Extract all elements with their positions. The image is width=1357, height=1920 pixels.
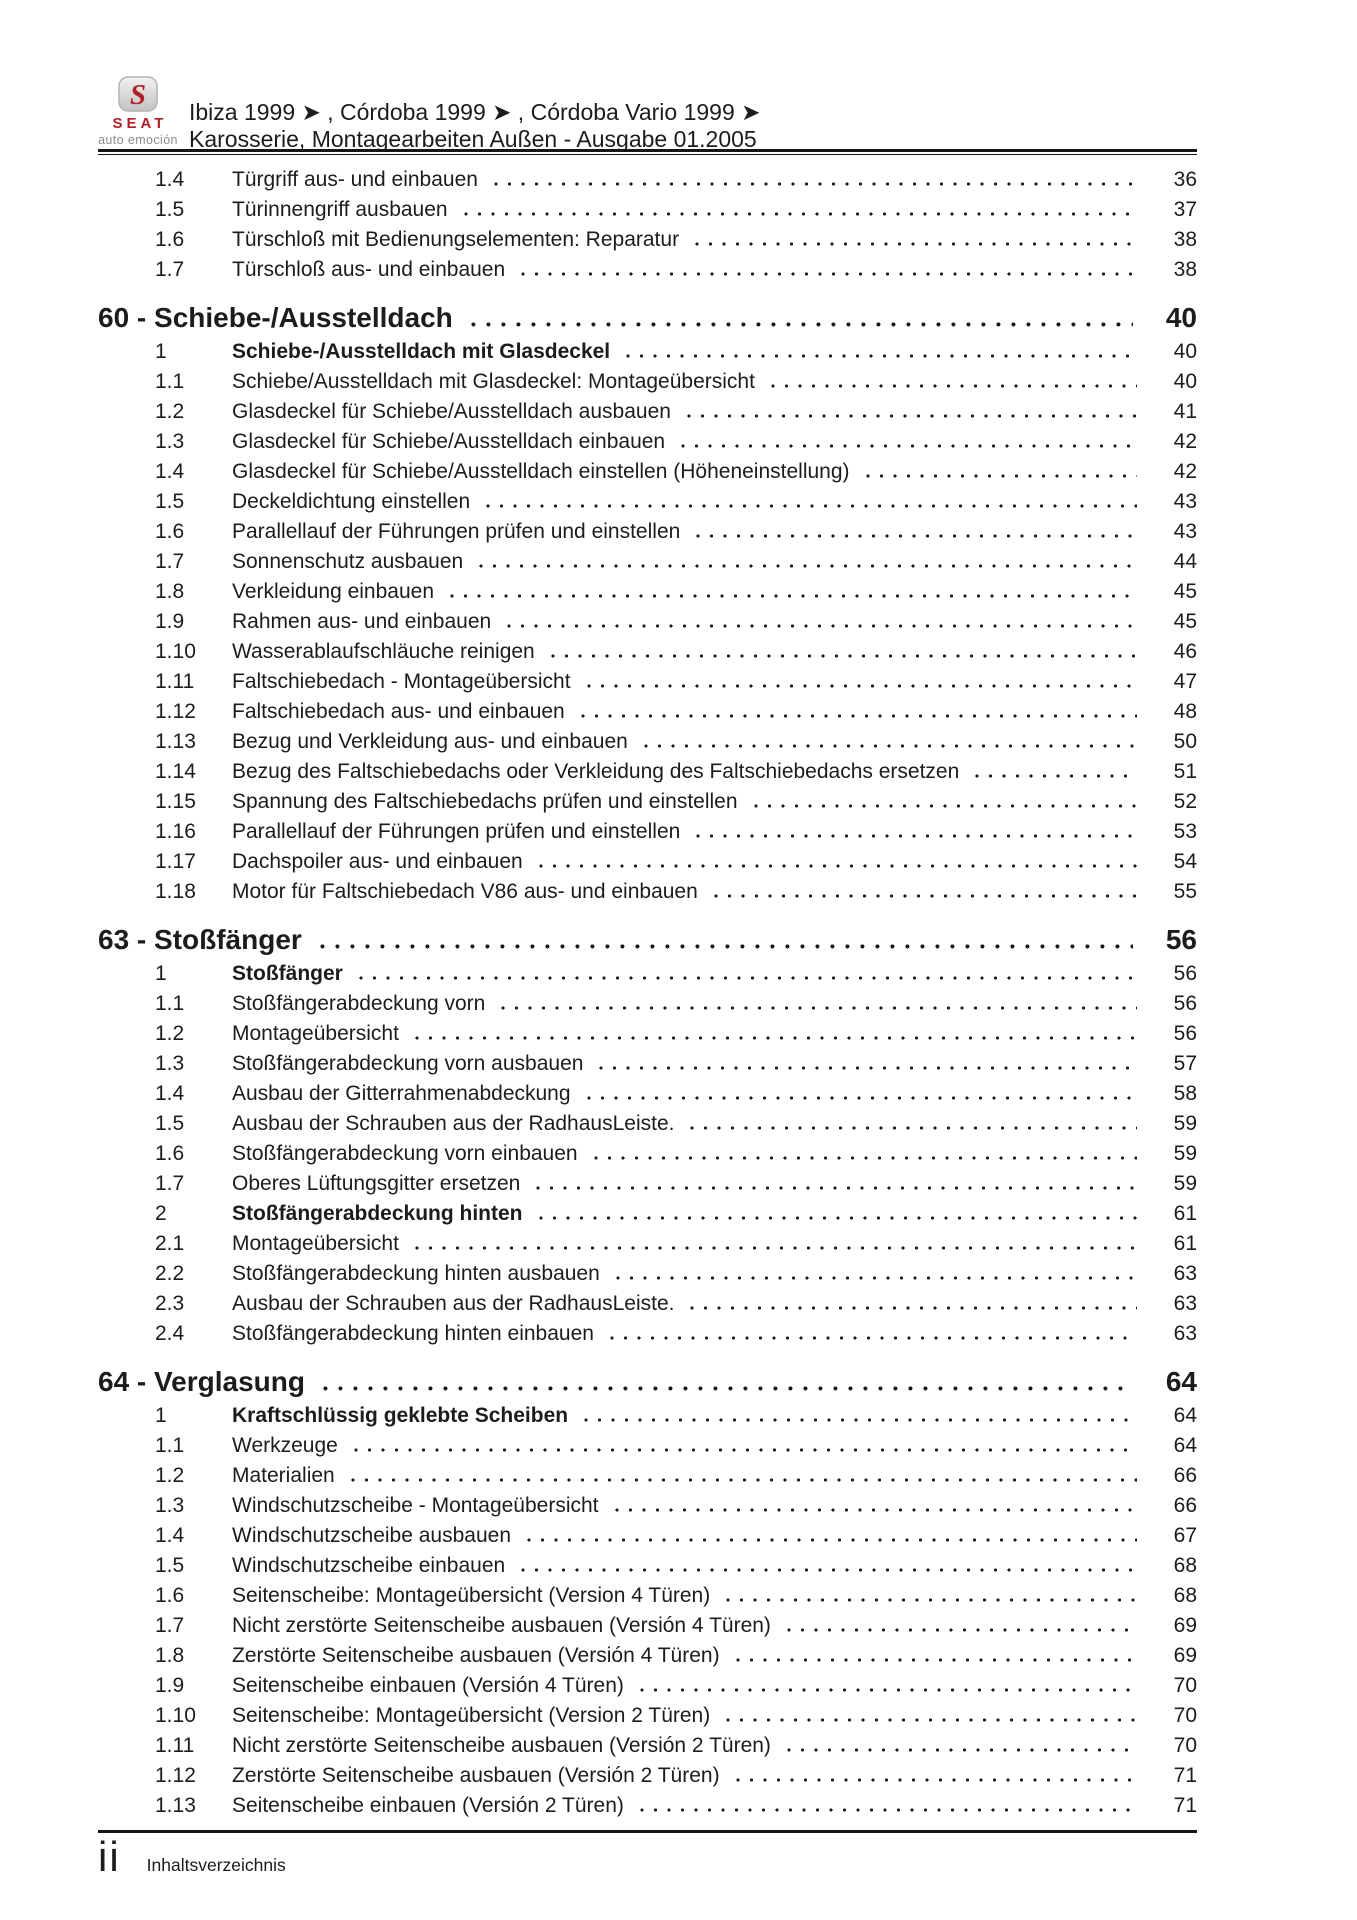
toc-entry-number: 1.6 [155,520,185,543]
svg-text:S: S [129,79,147,111]
toc-entry-title: Glasdeckel für Schiebe/Ausstelldach ausbauen [232,400,671,423]
toc-entry-title: Windschutzscheibe - Montageübersicht [232,1494,599,1517]
toc-entry-title: Schiebe-/Ausstelldach mit Glasdeckel [232,340,611,363]
toc-leader-dots [581,714,1137,718]
toc-entry-title: Seitenscheibe: Montageübersicht (Version 2 Türen) [232,1704,711,1727]
toc-entry-page: 44 [1173,550,1197,573]
toc-entry [98,1554,1197,1584]
toc-leader-dots [486,504,1137,508]
toc-entry-number: 1.15 [155,790,196,813]
toc-entry [98,1464,1197,1494]
toc-entry [98,1764,1197,1794]
toc-entry-title: Seitenscheibe: Montageübersicht (Version 4 Türen) [232,1584,711,1607]
toc-entry-page: 70 [1173,1704,1197,1727]
toc-leader-dots [584,1418,1137,1422]
toc-entry [98,880,1197,910]
toc-entry [98,640,1197,670]
toc-entry-number: 1.17 [155,850,196,873]
toc-leader-dots [610,1336,1137,1340]
toc-entry-number: 1.8 [155,1644,185,1667]
toc-entry [98,1794,1197,1824]
toc-leader-dots [616,1276,1137,1280]
toc-entry-title: Stoßfänger [232,962,343,985]
toc-entry-title: Bezug des Faltschiebedachs oder Verkleidung des Faltschiebedachs ersetzen [232,760,960,783]
toc-entry-page: 40 [1173,370,1197,393]
header-text [189,99,760,152]
toc-entry-page: 38 [1173,258,1197,281]
toc-entry-title: Motor für Faltschiebedach V86 aus- und einbauen [232,880,698,903]
toc-entry [98,610,1197,640]
toc-entry-title: Schiebe/Ausstelldach mit Glasdeckel: Montageübersicht [232,370,755,393]
toc-entry [98,430,1197,460]
toc-entry [98,1142,1197,1172]
toc-entry [98,1232,1197,1262]
toc-entry-page: 45 [1173,580,1197,603]
toc-entry-page: 55 [1173,880,1197,903]
toc-entry-number: 1.4 [155,1082,185,1105]
toc-leader-dots [479,564,1137,568]
toc-entry [98,730,1197,760]
seat-tagline: auto emoción [98,133,178,147]
toc-entry-page: 69 [1173,1614,1197,1637]
toc-entry-number: 1.4 [155,168,185,191]
toc-entry [98,550,1197,580]
toc-entry [98,1494,1197,1524]
toc-entry-title: Seitenscheibe einbauen (Versión 4 Türen) [232,1674,624,1697]
toc-entry-title: Nicht zerstörte Seitenscheibe ausbauen (Versión 4 Türen) [232,1614,771,1637]
toc-entry [98,670,1197,700]
toc-entry-page: 64 [1173,1404,1197,1427]
toc-entry [98,1172,1197,1202]
toc-entry [98,1262,1197,1292]
toc-entry-number: 1.5 [155,490,185,513]
header-models-line: Ibiza 1999 ➤ , Córdoba 1999 ➤ , Córdoba Vario 1999 ➤ [189,99,761,125]
table-of-contents [98,168,1197,1824]
toc-leader-dots [320,944,1133,949]
toc-entry-title: Stoßfängerabdeckung vorn ausbauen [232,1052,584,1075]
toc-entry-number: 1.18 [155,880,196,903]
toc-entry-title: Montageübersicht [232,1232,399,1255]
toc-entry-title: Stoßfängerabdeckung hinten einbauen [232,1322,594,1345]
toc-leader-dots [494,182,1137,186]
toc-entry-page: 63 [1173,1322,1197,1345]
toc-entry-title: Sonnenschutz ausbauen [232,550,464,573]
header-subtitle-line: Karosserie, Montagearbeiten Außen - Ausgabe 01.2005 [189,125,757,152]
toc-leader-dots [866,474,1137,478]
toc-entry-page: 67 [1173,1524,1197,1547]
toc-entry-page: 57 [1173,1052,1197,1075]
toc-section-header [98,924,1197,956]
toc-leader-dots [527,1538,1137,1542]
toc-entry [98,1644,1197,1674]
toc-entry [98,1082,1197,1112]
toc-entry-page: 61 [1173,1202,1197,1225]
toc-entry-page: 59 [1173,1172,1197,1195]
toc-entry-number: 1.8 [155,580,185,603]
toc-entry-title: Montageübersicht [232,1022,399,1045]
toc-entry-title: Zerstörte Seitenscheibe ausbauen (Versión 2 Türen) [232,1764,720,1787]
toc-entry-page: 61 [1173,1232,1197,1255]
toc-entry [98,340,1197,370]
seat-logo-icon [118,76,158,112]
toc-entry-page: 68 [1173,1584,1197,1607]
toc-entry-number: 1.4 [155,1524,185,1547]
toc-entry-title: Nicht zerstörte Seitenscheibe ausbauen (Versión 2 Türen) [232,1734,771,1757]
toc-entry-title: Deckeldichtung einstellen [232,490,471,513]
toc-entry [98,962,1197,992]
toc-entry-page: 42 [1173,460,1197,483]
toc-entry-page: 56 [1173,1022,1197,1045]
toc-entry-page: 54 [1173,850,1197,873]
toc-entry [98,1524,1197,1554]
toc-leader-dots [587,684,1137,688]
toc-leader-dots [690,1306,1137,1310]
toc-entry-page: 63 [1173,1292,1197,1315]
toc-entry [98,1202,1197,1232]
toc-entry-number: 1 [155,340,167,363]
toc-entry-number: 1.6 [155,228,185,251]
toc-entry [98,1322,1197,1352]
toc-entry-page: 43 [1173,520,1197,543]
toc-entry-number: 1.2 [155,1022,185,1045]
toc-leader-dots [594,1156,1137,1160]
toc-entry [98,580,1197,610]
toc-leader-dots [501,1006,1137,1010]
toc-leader-dots [354,1448,1137,1452]
toc-entry-number: 1.4 [155,460,185,483]
toc-leader-dots [644,744,1137,748]
toc-leader-dots [359,976,1137,980]
toc-leader-dots [599,1066,1137,1070]
toc-entry-title: Rahmen aus- und einbauen [232,610,492,633]
toc-entry [98,1404,1197,1434]
toc-entry [98,1584,1197,1614]
toc-entry-page: 38 [1173,228,1197,251]
toc-entry-number: 1.5 [155,1554,185,1577]
toc-entry-number: 1.3 [155,1494,185,1517]
toc-leader-dots [450,594,1137,598]
toc-leader-dots [736,1778,1137,1782]
toc-leader-dots [415,1036,1137,1040]
toc-entry-number: 1.3 [155,430,185,453]
seat-logo [97,76,179,147]
toc-entry [98,1614,1197,1644]
seat-wordmark: SEAT [112,115,168,132]
toc-leader-dots [787,1628,1137,1632]
toc-entry [98,1052,1197,1082]
toc-entry-number: 1.2 [155,400,185,423]
toc-entry-page: 71 [1173,1794,1197,1817]
toc-leader-dots [507,624,1137,628]
toc-entry-number: 1.5 [155,1112,185,1135]
toc-entry-title: Glasdeckel für Schiebe/Ausstelldach einstellen (Höheneinstellung) [232,460,850,483]
toc-leader-dots [690,1126,1137,1130]
toc-leader-dots [754,804,1137,808]
toc-leader-dots [696,534,1137,538]
toc-entry-title: Stoßfängerabdeckung vorn einbauen [232,1142,578,1165]
toc-entry-number: 1.12 [155,700,196,723]
toc-entry-page: 48 [1173,700,1197,723]
toc-leader-dots [536,1186,1137,1190]
toc-entry-title: Kraftschlüssig geklebte Scheiben [232,1404,569,1427]
toc-leader-dots [351,1478,1137,1482]
toc-leader-dots [714,894,1137,898]
toc-entry-number: 1.11 [155,1734,195,1757]
toc-entry-title: Parallellauf der Führungen prüfen und einstellen [232,820,681,843]
toc-entry-title: Dachspoiler aus- und einbauen [232,850,523,873]
toc-entry-number: 2 [155,1202,167,1225]
toc-leader-dots [726,1718,1137,1722]
toc-entry-title: Werkzeuge [232,1434,338,1457]
toc-entry-title: Verkleidung einbauen [232,580,435,603]
toc-entry-number: 1.12 [155,1764,196,1787]
toc-entry [98,168,1197,198]
toc-leader-dots [736,1658,1137,1662]
header-divider [98,149,1197,155]
toc-entry [98,520,1197,550]
toc-entry-page: 56 [1173,962,1197,985]
toc-entry-page: 71 [1173,1764,1197,1787]
toc-entry-page: 52 [1173,790,1197,813]
toc-section-title: 63 - Stoßfänger [98,924,302,955]
toc-entry [98,700,1197,730]
toc-leader-dots [787,1748,1137,1752]
toc-entry-page: 42 [1173,430,1197,453]
toc-entry-page: 64 [1173,1434,1197,1457]
toc-entry-title: Ausbau der Schrauben aus der RadhausLeiste. [232,1112,675,1135]
toc-leader-dots [695,242,1137,246]
toc-entry-title: Türschloß mit Bedienungselementen: Reparatur [232,228,680,251]
toc-leader-dots [539,1216,1137,1220]
toc-leader-dots [975,774,1137,778]
toc-section-header [98,302,1197,334]
toc-entry-page: 51 [1173,760,1197,783]
toc-entry-title: Seitenscheibe einbauen (Versión 2 Türen) [232,1794,624,1817]
toc-entry-number: 2.3 [155,1292,185,1315]
footer-row [98,1833,286,1880]
toc-entry [98,1734,1197,1764]
toc-leader-dots [471,322,1133,327]
toc-entry-page: 45 [1173,610,1197,633]
toc-entry-title: Bezug und Verkleidung aus- und einbauen [232,730,628,753]
toc-entry [98,1022,1197,1052]
toc-entry-page: 47 [1173,670,1197,693]
toc-entry [98,760,1197,790]
toc-leader-dots [696,834,1137,838]
toc-leader-dots [640,1808,1137,1812]
toc-entry-number: 1.1 [155,1434,185,1457]
toc-entry-title: Wasserablaufschläuche reinigen [232,640,535,663]
toc-entry [98,400,1197,430]
toc-entry [98,460,1197,490]
toc-entry-title: Zerstörte Seitenscheibe ausbauen (Versión 4 Türen) [232,1644,720,1667]
toc-section-header [98,1366,1197,1398]
toc-entry-number: 2.1 [155,1232,185,1255]
toc-entry-number: 1.16 [155,820,196,843]
toc-entry [98,1704,1197,1734]
toc-section-page: 56 [1165,924,1197,955]
toc-entry-number: 1.14 [155,760,196,783]
toc-entry [98,1434,1197,1464]
toc-entry-number: 1.7 [155,550,185,573]
toc-entry-number: 1.10 [155,640,196,663]
toc-section-page: 40 [1165,302,1197,333]
toc-entry-title: Faltschiebedach aus- und einbauen [232,700,565,723]
toc-entry [98,490,1197,520]
toc-entry-number: 1.1 [155,992,185,1015]
toc-leader-dots [681,444,1137,448]
toc-entry-page: 58 [1173,1082,1197,1105]
toc-entry [98,370,1197,400]
toc-entry-number: 1.1 [155,370,185,393]
toc-entry-page: 41 [1173,400,1197,423]
toc-entry [98,992,1197,1022]
toc-leader-dots [687,414,1137,418]
toc-entry-number: 1.7 [155,1614,185,1637]
toc-leader-dots [615,1508,1137,1512]
toc-section-title: 64 - Verglasung [98,1366,305,1397]
toc-entry [98,820,1197,850]
toc-entry [98,228,1197,258]
toc-entry-page: 66 [1173,1494,1197,1517]
toc-entry-title: Ausbau der Schrauben aus der RadhausLeiste. [232,1292,675,1315]
toc-leader-dots [464,212,1137,216]
toc-entry-number: 1.7 [155,1172,185,1195]
toc-leader-dots [640,1688,1137,1692]
toc-entry [98,1292,1197,1322]
toc-entry-title: Türgriff aus- und einbauen [232,168,478,191]
toc-section-page: 64 [1165,1366,1197,1397]
toc-entry-page: 66 [1173,1464,1197,1487]
toc-entry [98,1674,1197,1704]
toc-entry-title: Oberes Lüftungsgitter ersetzen [232,1172,521,1195]
toc-entry-title: Faltschiebedach - Montageübersicht [232,670,571,693]
toc-entry-title: Türschloß aus- und einbauen [232,258,506,281]
toc-entry-number: 1.9 [155,1674,185,1697]
toc-entry-title: Stoßfängerabdeckung vorn [232,992,486,1015]
toc-entry-title: Stoßfängerabdeckung hinten [232,1202,523,1225]
toc-entry-title: Glasdeckel für Schiebe/Ausstelldach einbauen [232,430,666,453]
toc-entry-number: 1.3 [155,1052,185,1075]
toc-entry [98,198,1197,228]
toc-entry-title: Stoßfängerabdeckung hinten ausbauen [232,1262,600,1285]
toc-entry-number: 1.10 [155,1704,196,1727]
toc-entry-page: 68 [1173,1554,1197,1577]
toc-entry-page: 70 [1173,1734,1197,1757]
footer-page-number: ii [98,1833,121,1880]
toc-section-title: 60 - Schiebe-/Ausstelldach [98,302,453,333]
toc-entry-page: 46 [1173,640,1197,663]
toc-entry-title: Ausbau der Gitterrahmenabdeckung [232,1082,571,1105]
toc-entry-title: Türinnengriff ausbauen [232,198,448,221]
toc-entry-page: 40 [1173,340,1197,363]
toc-entry-number: 1.2 [155,1464,185,1487]
toc-entry-number: 1.6 [155,1584,185,1607]
toc-entry-page: 43 [1173,490,1197,513]
toc-entry-title: Materialien [232,1464,335,1487]
toc-entry-page: 56 [1173,992,1197,1015]
toc-entry [98,850,1197,880]
toc-entry-title: Parallellauf der Führungen prüfen und einstellen [232,520,681,543]
toc-entry-page: 59 [1173,1112,1197,1135]
toc-leader-dots [626,354,1137,358]
toc-entry-page: 37 [1173,198,1197,221]
toc-entry-title: Spannung des Faltschiebedachs prüfen und einstellen [232,790,738,813]
toc-entry-number: 1 [155,1404,167,1427]
toc-leader-dots [726,1598,1137,1602]
toc-entry-title: Windschutzscheibe ausbauen [232,1524,512,1547]
toc-entry-number: 1.7 [155,258,185,281]
toc-entry-number: 1 [155,962,167,985]
toc-entry-page: 53 [1173,820,1197,843]
toc-entry-title: Windschutzscheibe einbauen [232,1554,506,1577]
toc-entry-number: 2.2 [155,1262,185,1285]
toc-leader-dots [415,1246,1137,1250]
toc-entry [98,258,1197,288]
footer-section-label: Inhaltsverzeichnis [146,1855,286,1875]
toc-leader-dots [521,272,1137,276]
toc-leader-dots [551,654,1137,658]
toc-leader-dots [323,1386,1133,1391]
toc-leader-dots [587,1096,1137,1100]
toc-entry-page: 69 [1173,1644,1197,1667]
toc-entry-page: 59 [1173,1142,1197,1165]
toc-entry-number: 1.5 [155,198,185,221]
toc-entry-page: 63 [1173,1262,1197,1285]
toc-leader-dots [521,1568,1137,1572]
toc-entry-number: 1.13 [155,730,196,753]
footer-divider [98,1830,1197,1833]
toc-leader-dots [539,864,1137,868]
toc-entry-page: 70 [1173,1674,1197,1697]
toc-entry [98,790,1197,820]
toc-entry-number: 1.11 [155,670,195,693]
toc-entry-page: 50 [1173,730,1197,753]
toc-entry-number: 2.4 [155,1322,185,1345]
toc-entry-number: 1.6 [155,1142,185,1165]
toc-leader-dots [771,384,1137,388]
toc-entry-page: 36 [1173,168,1197,191]
toc-entry [98,1112,1197,1142]
toc-entry-number: 1.9 [155,610,185,633]
toc-entry-number: 1.13 [155,1794,196,1817]
